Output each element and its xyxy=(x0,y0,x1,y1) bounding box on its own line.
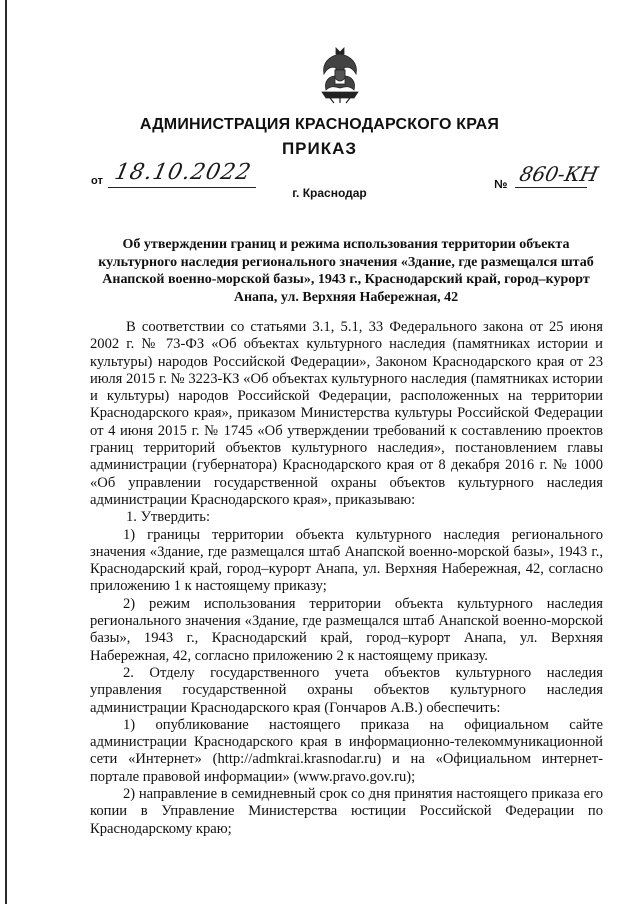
number-label: № xyxy=(494,177,508,191)
document-type: ПРИКАЗ xyxy=(281,139,358,158)
document-body xyxy=(90,319,603,838)
date-label: от xyxy=(91,175,103,187)
body-paragraph: 2) режим использования территории объекта культурного наследия регионального значения «Здание, где размещался штаб Анапской военно-морской базы», 1943 г., Краснодарский край, город–курорт Анапа, ул. Верхняя Набережная, 42, согласно приложению 2 к настоящему приказу. xyxy=(90,595,603,664)
handwritten-date: 18.10.2022 xyxy=(112,160,254,185)
body-paragraph: 1. Утвердить: xyxy=(126,509,211,526)
city-name: г. Краснодар xyxy=(292,186,367,200)
handwritten-number: 860-КН xyxy=(517,162,601,186)
document-title: Об утверждении границ и режима использования территории объекта культурного наследия регионального значения «Здание, где размещался штаб Анапской военно-морской базы», 1943 г., Краснодарский край, город–курорт Анапа, ул. Верхняя Набережная, 42 xyxy=(98,237,594,305)
body-paragraph: 1) границы территории объекта культурного наследия регионального значения «Здание, где размещался штаб Анапской военно-морской базы», 1943 г., Краснодарский край, город–курорт Анапа, ул. Верхняя Набережная, 42, согласно приложению 1 к настоящему приказу; xyxy=(90,526,603,595)
body-paragraph: 2. Отделу государственного учета объектов культурного наследия управления государственной охраны объектов культурного наследия администрации Краснодарского края (Гончаров А.В.) обеспечить: xyxy=(90,664,603,716)
body-paragraph: 2) направление в семидневный срок со дня принятия настоящего приказа его копии в Управление Министерства юстиции Российской Федерации по Краснодарскому краю; xyxy=(90,786,603,837)
number-underline xyxy=(515,187,587,188)
coat-of-arms-icon xyxy=(318,46,362,104)
organization-name: АДМИНИСТРАЦИЯ КРАСНОДАРСКОГО КРАЯ xyxy=(139,116,500,133)
page-edge-divider xyxy=(5,0,7,904)
body-paragraph: 1) опубликование настоящего приказа на официальном сайте администрации Краснодарского края в информационно-телекоммуникационной сети «Интернет» (http://admkrai.krasnodar.ru) и на «Официальном интернет-портале правовой информации» (www.pravo.gov.ru); xyxy=(90,716,603,785)
body-paragraph: В соответствии со статьями 3.1, 5.1, 33 Федерального закона от 25 июня 2002 г. № 73-ФЗ «Об объектах культурного наследия (памятниках истории и культуры) народов Российской Федерации», Законом Краснодарского края от 23 июля 2015 г. № 3223-КЗ «Об объектах культурного наследия (памятниках истории и культуры) народов Российской Федерации, расположенных на территории Краснодарского края», приказом Министерства культуры Российской Федерации от 4 июня 2015 г. № 1745 «Об утверждении требований к составлению проектов границ территорий объектов культурного наследия», постановлением главы администрации (губернатора) Краснодарского края от 8 декабря 2016 г. № 1000 «Об управлении государственной охраны объектов культурного наследия администрации Краснодарского края», приказываю: xyxy=(90,319,603,508)
